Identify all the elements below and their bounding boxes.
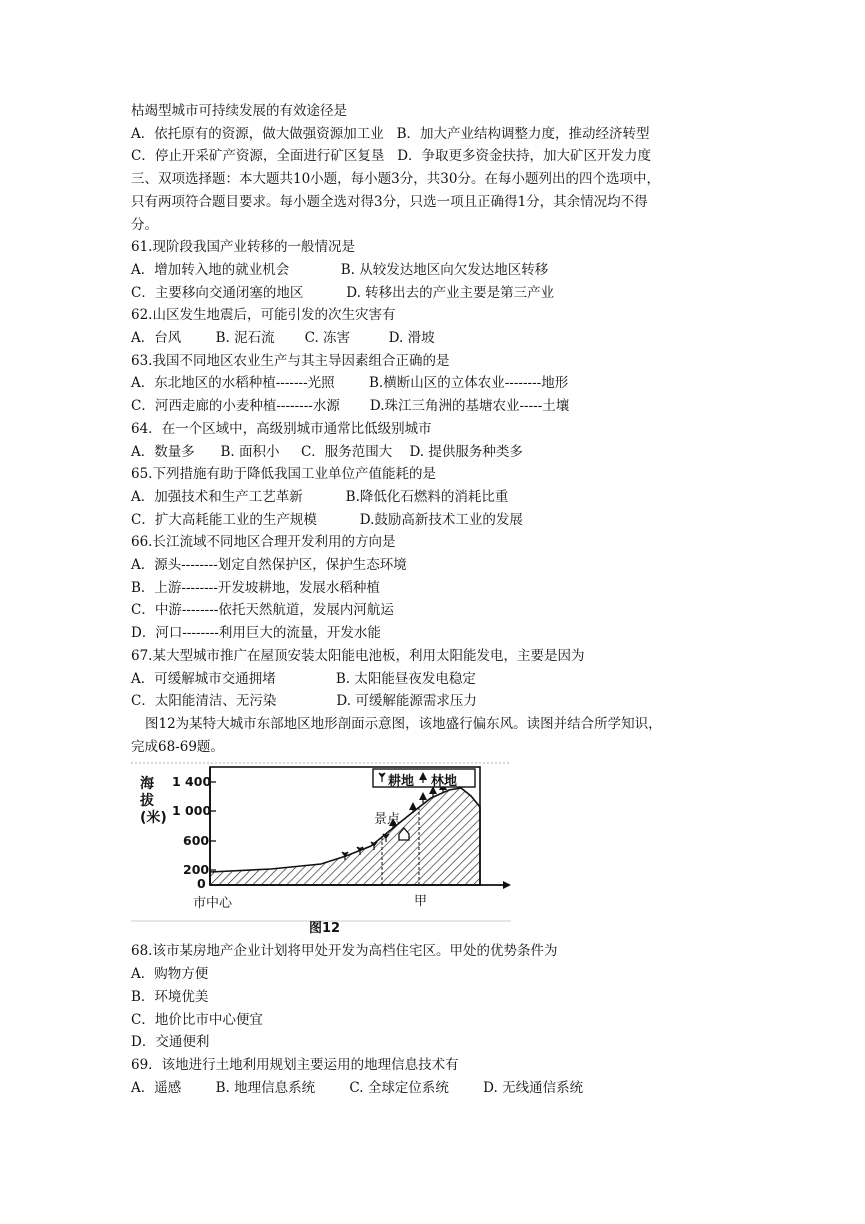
text-line: A．台风 B. 泥石流 C. 冻害 D. 滑坡 [131,330,435,347]
question-64: 64．在一个区域中，高级别城市通常比低级别城市 [131,420,432,437]
text-line: 枯竭型城市可持续发展的有效途径是 [131,103,347,119]
text-line: 只有两项符合题目要求。每小题全选对得3分，只选一项且正确得1分，其余情况均不得 [131,193,648,210]
text-line: C．河西走廊的小麦种植--------水源 D.珠江三角洲的基塘农业-----土壤 [131,398,570,415]
text-line: B．上游--------开发坡耕地，发展水稻种植 [131,579,380,596]
terrain-profile-figure [131,760,511,938]
question-61: 61.现阶段我国产业转移的一般情况是 [131,239,355,256]
text-line: A．购物方便 [131,966,209,983]
text-line: A．可缓解城市交通拥堵 B. 太阳能昼夜发电稳定 [131,670,476,687]
text-line: A．增加转入地的就业机会 B. 从较发达地区向欠发达地区转移 [131,261,549,278]
figure-caption: 图12 [309,921,341,937]
legend-cropland-label: 耕地 [388,774,415,790]
text-line: C．停止开采矿产资源，全面进行矿区复垦 D．争取更多资金扶持，加大矿区开发力度 [131,148,652,165]
text-line: D．河口--------利用巨大的流量，开发水能 [131,625,381,642]
text-block-top [131,100,731,758]
question-69: 69．该地进行土地利用规划主要运用的地理信息技术有 [131,1056,459,1073]
text-line: C．地价比市中心便宜 [131,1011,263,1028]
text-line: 分。 [131,216,158,233]
tick-label: 0 [197,876,206,892]
terrain-profile [210,788,480,885]
text-line: 完成68-69题。 [131,738,224,755]
x-axis-arrow [503,881,511,889]
text-line: C．中游--------依托天然航道，发展内河航运 [131,602,394,619]
tick-label: 200 [183,862,210,878]
question-65: 65.下列措施有助于降低我国工业单位产值能耗的是 [131,466,436,483]
point-jia-label: 甲 [414,894,428,910]
text-line: C．扩大高耗能工业的生产规模 D.鼓励高新技术工业的发展 [131,511,523,528]
question-62: 62.山区发生地震后，可能引发的次生灾害有 [131,307,396,324]
tick-label: 600 [183,833,210,849]
text-line: A．数量多 B. 面积小 C．服务范围大 D. 提供服务种类多 [131,443,523,460]
text-line: A．加强技术和生产工艺革新 B.降低化石燃料的消耗比重 [131,488,509,505]
figure-intro: 图12为某特大城市东部地区地形剖面示意图，该地盛行偏东风。读图并结合所学知识， [145,715,662,732]
text-line: A．遥感 B. 地理信息系统 C. 全球定位系统 D. 无线通信系统 [131,1079,584,1096]
question-63: 63.我国不同地区农业生产与其主导因素组合正确的是 [131,352,450,369]
exam-page [131,100,731,1099]
text-line: C．太阳能清洁、无污染 D. 可缓解能源需求压力 [131,693,477,710]
section-heading: 三、双项选择题：本大题共10小题，每小题3分，共30分。在每小题列出的四个选项中， [131,171,660,188]
question-66: 66.长江流域不同地区合理开发利用的方向是 [131,534,396,551]
y-axis-label: 海拔(米) [140,776,167,827]
tick-label: 1 000 [172,803,212,819]
scenic-spot-label: 景点 [374,812,401,828]
legend-forest-label: 林地 [431,774,458,790]
x-axis-left-label: 市中心 [193,896,233,912]
text-line: A．源头--------划定自然保护区，保护生态环境 [131,557,407,574]
text-line: D．交通便利 [131,1034,210,1051]
text-line: C．主要移向交通闭塞的地区 D. 转移出去的产业主要是第三产业 [131,284,555,301]
text-line: B．环境优美 [131,988,209,1005]
question-68: 68.该市某房地产企业计划将甲处开发为高档住宅区。甲处的优势条件为 [131,943,558,960]
question-67: 67.某大型城市推广在屋顶安装太阳能电池板，利用太阳能发电，主要是因为 [131,647,585,664]
text-line: A．东北地区的水稻种植-------光照 B.横断山区的立体农业--------地形 [131,375,569,392]
tick-label: 1 400 [172,774,212,790]
text-block-bottom [131,940,731,1099]
text-line: A．依托原有的资源，做大做强资源加工业 B．加大产业结构调整力度，推动经济转型 [131,125,650,142]
